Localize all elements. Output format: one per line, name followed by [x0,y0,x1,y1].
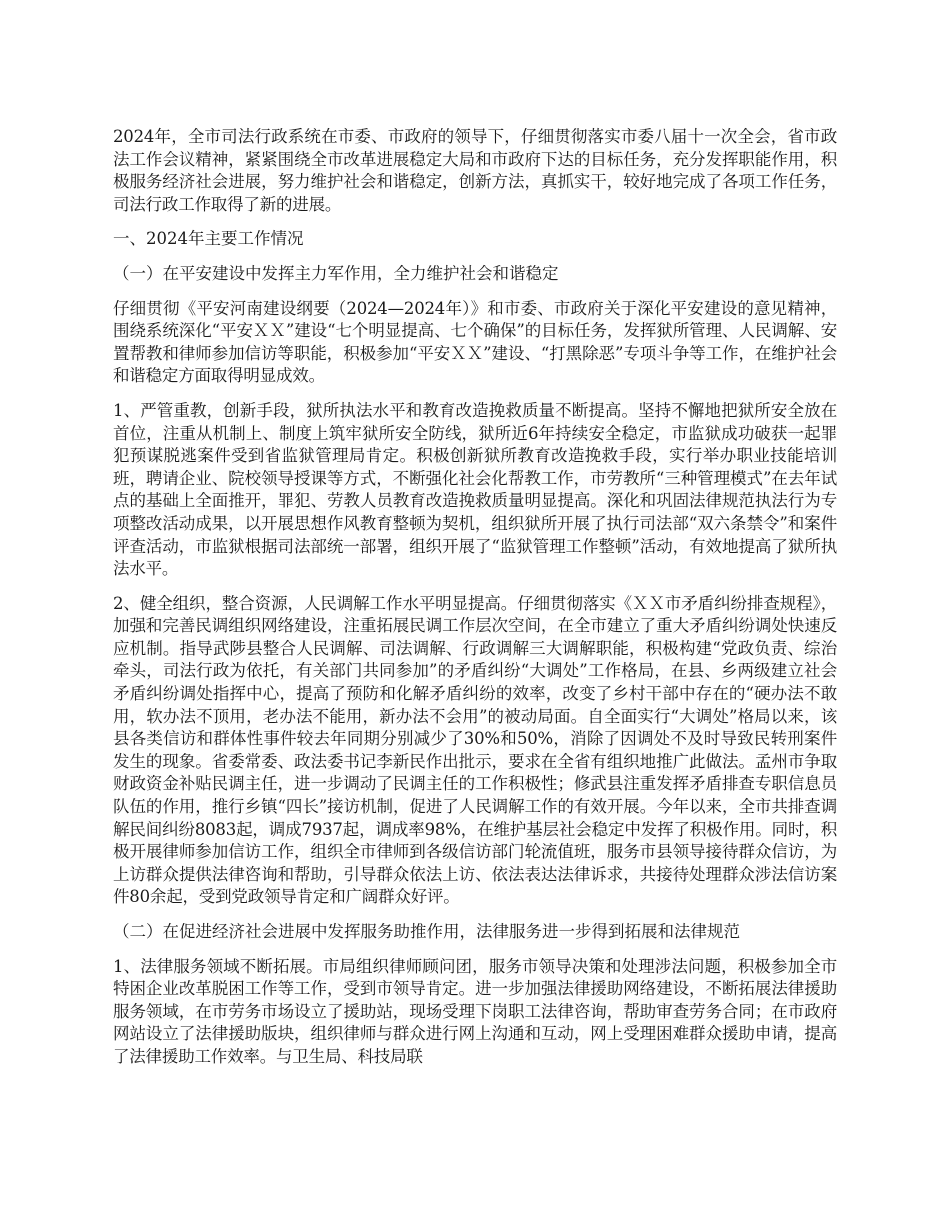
subsection-heading-peace-building: （一）在平安建设中发挥主力军作用，全力维护社会和谐稳定 [113,263,559,283]
subsection-heading-legal-services: （二）在促进经济社会进展中发挥服务助推作用，法律服务进一步得到拓展和法律规范 [113,922,740,941]
item-paragraph-people-mediation: 2、健全组织，整合资源，人民调解工作水平明显提高。仔细贯彻落实《ＸＸ市矛盾纠纷排查规程》，加强和完善民调组织网络建设，注重拓展民调工作层次空间，在全市建立了重大矛盾纠纷调处快速反应机制。指导武陟县整合人民调解、司法调解、行政调解三大调解职能，积极构建“党政负责、综治牵头，司法行政为依托，有关部门共同参加”的矛盾纠纷“大调处”工作格局，在县、乡两级建立社会矛盾纠纷调处指挥中心，提高了预防和化解矛盾纠纷的效率，改变了乡村干部中存在的“硬办法不敢用，软办法不顶用，老办法不能用，新办法不会用”的被动局面。自全面实行“大调处”格局以来，该县各类信访和群体性事件较去年同期分别减少了30%和50%，消除了因调处不及时导致民转刑案件发生的现象。省委常委、政法委书记李新民作出批示，要求在全省有组织地推广此做法。孟州市争取财政资金补贴民调主任，进一步调动了民调主任的工作积极性；修武县注重发挥矛盾排查专职信息员队伍的作用，推行乡镇“四长”接访机制，促进了人民调解工作的有效开展。今年以来，全市共排查调解民间纠纷8083起，调成7937起，调成率98%，在维护基层社会稳定中发挥了积极作用。同时，积极开展律师参加信访工作，组织全市律师到各级信访部门轮流值班，服务市县领导接待群众信访，为上访群众提供法律咨询和帮助，引导群众依法上访、依法表达法律诉求，共接待处理群众涉法信访案件80余起，受到党政领导肯定和广阔群众好评。 [113,593,837,907]
section-heading-main-work: 一、2024年主要工作情况 [113,229,304,249]
subsection-intro-paragraph: 仔细贯彻《平安河南建设纲要（2024—2024年）》和市委、市政府关于深化平安建设的意见精神，围绕系统深化“平安ＸＸ”建设“七个明显提高、七个确保”的目标任务，发挥狱所管理、人民调解、安置帮教和律师参加信访等职能，积极参加“平安ＸＸ”建设、“打黑除恶”专项斗争等工作，在维护社会和谐稳定方面取得明显成效。 [113,298,837,386]
item-paragraph-legal-service-expansion: 1、法律服务领域不断拓展。市局组织律师顾问团，服务市领导决策和处理涉法问题，积极参加全市特困企业改革脱困工作等工作，受到市领导肯定。进一步加强法律援助网络建设，不断拓展法律援助服务领域，在市劳务市场设立了援助站，现场受理下岗职工法律咨询，帮助审查劳务合同；在市政府网站设立了法律援助版块，组织律师与群众进行网上沟通和互动，网上受理困难群众援助申请，提高了法律援助工作效率。与卫生局、科技局联 [113,956,837,1066]
document-body [113,126,837,1081]
item-paragraph-prison-management: 1、严管重教，创新手段，狱所执法水平和教育改造挽救质量不断提高。坚持不懈地把狱所安全放在首位，注重从机制上、制度上筑牢狱所安全防线，狱所近6年持续安全稳定，市监狱成功破获一起罪犯预谋脱逃案件受到省监狱管理局肯定。积极创新狱所教育改造挽救手段，实行举办职业技能培训班，聘请企业、院校领导授课等方式，不断强化社会化帮教工作，市劳教所“三种管理模式”在去年试点的基础上全面推开，罪犯、劳教人员教育改造挽救质量明显提高。深化和巩固法律规范执法行为专项整改活动成果，以开展思想作风教育整顿为契机，组织狱所开展了执行司法部“双六条禁令”和案件评查活动，市监狱根据司法部统一部署，组织开展了“监狱管理工作整顿”活动，有效地提高了狱所执法水平。 [113,400,837,579]
intro-paragraph: 2024年，全市司法行政系统在市委、市政府的领导下，仔细贯彻落实市委八届十一次全会，省市政法工作会议精神，紧紧围绕全市改革进展稳定大局和市政府下达的目标任务，充分发挥职能作用，积极服务经济社会进展，努力维护社会和谐稳定，创新方法，真抓实干，较好地完成了各项工作任务，司法行政工作取得了新的进展。 [113,127,837,214]
